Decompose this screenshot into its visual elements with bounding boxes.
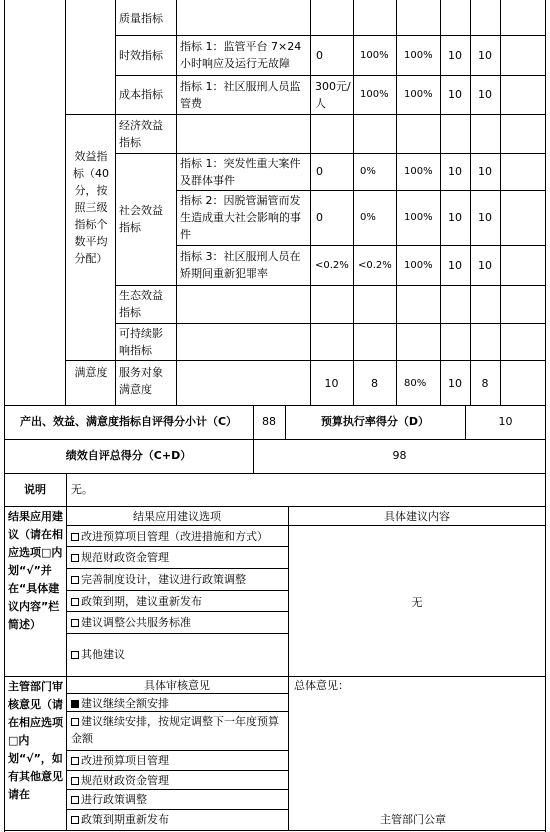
review-option[interactable]: 规范财政资金管理 [71,772,169,789]
checkbox[interactable] [71,554,79,562]
subtotal-label: 产出、效益、满意度指标自评得分小计（C） [19,415,238,428]
timeliness-indicator-label: 时效指标 [119,49,163,62]
suggestion-option[interactable]: 其他建议 [71,646,125,663]
suggestion-option[interactable]: 政策到期，建议重新发布 [71,593,202,610]
social-1-actual: 0% [360,166,376,177]
note-label: 说明 [24,483,46,496]
checkbox[interactable] [71,777,79,785]
total-score-label: 绩效自评总得分（C+D） [65,449,192,462]
social-benefit-label: 社会效益指标 [119,204,163,234]
social-indicator-1: 指标 1：突发性重大案件及群体事件 [180,157,301,187]
timeliness-value-score: 10 [478,49,492,62]
review-option[interactable]: 建议继续安排，按规定调整下一年度预算金额 [71,715,279,745]
social-2-actual: 0% [360,212,376,223]
cost-indicator-detail: 指标 1：社区服刑人员监管费 [180,80,301,110]
satisfaction-rate: 80% [404,378,427,389]
cost-value-actual: 100% [360,89,389,100]
checkbox[interactable] [71,619,79,627]
timeliness-value-weight: 10 [448,49,462,62]
social-2-weight: 10 [448,211,462,224]
social-1-weight: 10 [448,165,462,178]
department-seal-label: 主管部门公章 [380,813,446,826]
social-2-score: 10 [478,211,492,224]
social-1-rate: 100% [404,166,433,177]
suggestion-option[interactable]: 规范财政资金管理 [71,549,169,566]
social-2-rate: 100% [404,212,433,223]
suggestion-content-header: 具体建议内容 [384,510,450,523]
checkbox[interactable] [71,757,79,765]
sustainable-impact-label: 可持续影响指标 [119,327,163,357]
satisfaction-target: 10 [324,377,339,390]
note-value: 无。 [71,483,93,496]
benefit-category-label: 效益指标（40分，按照三级指标个数平均分配） [73,150,109,265]
suggestion-options-header: 结果应用建议选项 [133,510,221,523]
checkbox[interactable] [71,796,79,804]
review-options-header: 具体审核意见 [144,679,210,692]
social-indicator-3: 指标 3：社区服刑人员在矫期间重新犯罪率 [180,250,301,280]
total-score-value: 98 [392,449,407,462]
suggestion-content: 无 [411,596,423,609]
review-option[interactable]: 进行政策调整 [71,791,147,808]
timeliness-value-actual: 100% [360,50,389,61]
satisfaction-actual: 8 [371,377,378,390]
review-label: 主管部门审核意见（请在相应选项□内划“√”，如有其他意见请在 [8,680,63,801]
checkbox[interactable] [71,718,79,726]
checkbox-checked[interactable] [71,700,79,708]
subtotal-value: 88 [262,415,276,428]
social-3-weight: 10 [448,259,462,272]
timeliness-value-target: 0 [316,49,323,62]
review-option[interactable]: 政策到期重新发布 [71,811,169,828]
cost-indicator-label: 成本指标 [119,88,163,101]
frame-bottom [4,830,546,831]
satisfaction-score: 8 [481,377,489,390]
satisfaction-sub-label: 服务对象满意度 [119,366,163,396]
economic-benefit-label: 经济效益指标 [119,119,163,149]
checkbox[interactable] [71,533,79,541]
checkbox[interactable] [71,816,79,824]
suggestion-label: 结果应用建议（请在相应选项□内划“√”并在“具体建议内容”栏简述） [8,510,63,631]
social-indicator-2: 指标 2：因脱管漏管而发生造成重大社会影响的事件 [180,194,301,241]
ecological-benefit-label: 生态效益指标 [119,289,163,319]
checkbox[interactable] [71,598,79,606]
checkbox[interactable] [71,651,79,659]
cost-value-weight: 10 [448,88,462,101]
checkbox[interactable] [71,576,79,584]
budget-execution-label: 预算执行率得分（D） [320,415,430,428]
review-option[interactable]: 改进预算项目管理 [71,752,169,769]
social-3-score: 10 [478,259,492,272]
budget-execution-value: 10 [498,415,513,428]
timeliness-value-rate: 100% [404,50,433,61]
social-1-score: 10 [478,165,492,178]
social-3-rate: 100% [404,260,433,271]
suggestion-option[interactable]: 改进预算项目管理（改进措施和方式） [71,528,268,545]
timeliness-indicator-detail: 指标 1：监管平台 7×24 小时响应及运行无故障 [180,40,302,70]
overall-opinion-label: 总体意见： [294,679,349,692]
social-1-target: 0 [316,165,323,178]
quality-indicator-label: 质量指标 [119,12,163,25]
cost-value-score: 10 [478,88,492,101]
review-option[interactable]: 建议继续全额安排 [71,695,169,712]
social-2-target: 0 [316,211,323,224]
satisfaction-category-label: 满意度 [74,366,108,379]
social-3-actual: <0.2% [358,260,392,271]
cost-value-target: 300元/人 [315,80,351,110]
satisfaction-weight: 10 [448,377,462,390]
cost-value-rate: 100% [404,89,433,100]
suggestion-option[interactable]: 完善制度设计，建议进行政策调整 [71,571,246,588]
suggestion-option[interactable]: 建议调整公共服务标准 [71,614,191,631]
social-3-target: <0.2% [315,260,349,271]
